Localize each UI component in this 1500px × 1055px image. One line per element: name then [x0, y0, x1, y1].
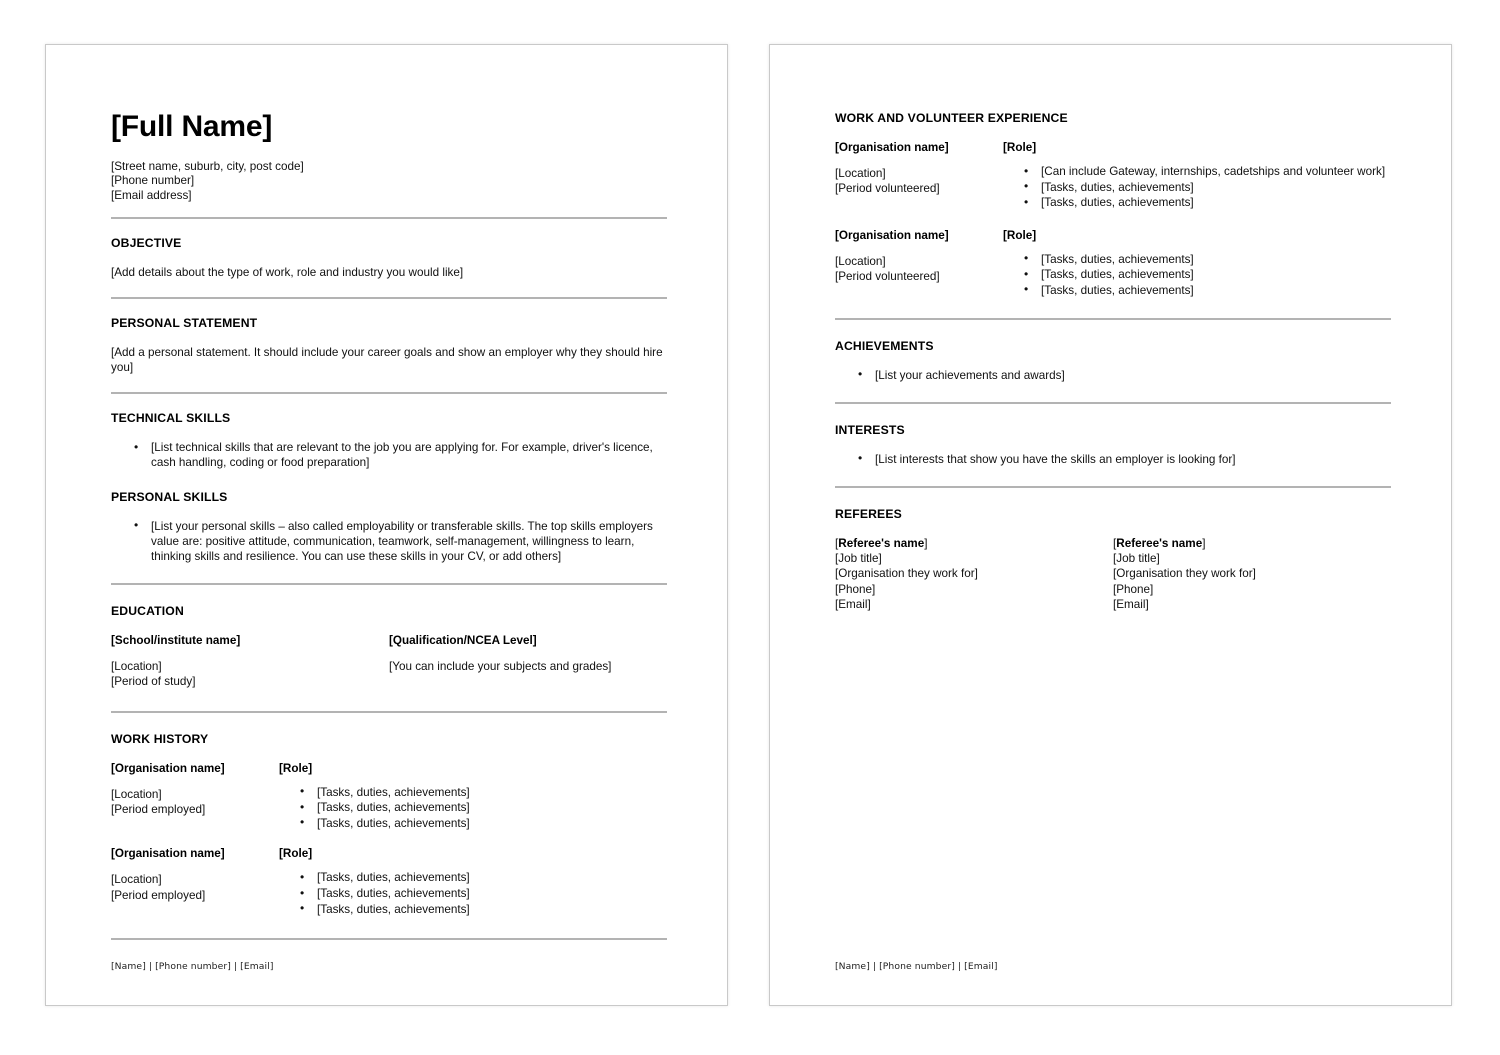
volunteer-entry-left-column	[835, 140, 1003, 196]
achievements-list	[835, 368, 1391, 383]
divider	[111, 938, 667, 940]
work-entry-left-column	[111, 846, 279, 902]
referee-name	[1113, 536, 1391, 551]
referee-name-bracket-open: [	[1113, 536, 1117, 550]
list-item: • [Tasks, duties, achievements]	[1041, 180, 1391, 196]
education-right-column	[389, 633, 667, 674]
section-heading-achievements: ACHIEVEMENTS	[835, 338, 934, 353]
volunteer-role: [Role]	[1003, 141, 1037, 154]
volunteer-location: [Location]	[835, 167, 886, 180]
referee-job-title: [Job title]	[835, 552, 882, 566]
work-location: [Location]	[111, 787, 162, 801]
page-footer: [Name] | [Phone number] | [Email]	[835, 961, 998, 972]
list-item: • [Tasks, duties, achievements]	[317, 785, 667, 801]
volunteer-location: [Location]	[835, 254, 886, 268]
list-item: • [Can include Gateway, internships, cadetships and volunteer work]	[1041, 164, 1391, 180]
personal-statement-text: [Add a personal statement. It should include your career goals and show an employer why they should hire you]	[111, 345, 663, 375]
volunteer-period: [Period volunteered]	[835, 269, 940, 283]
work-entry-right-column	[279, 846, 667, 917]
contact-address: [Street name, suburb, city, post code]	[111, 159, 304, 173]
section-heading-personal-skills: PERSONAL SKILLS	[111, 489, 228, 504]
objective-text: [Add details about the type of work, role and industry you would like]	[111, 265, 464, 279]
list-item: • [List your personal skills – also called employability or transferable skills. The top skills employers value are: positive attitude, communication, teamwork, self-management, willingness to learn, thinking skills and resilience. You can use these skills in your CV, or add others]	[151, 519, 667, 565]
list-item: • [Tasks, duties, achievements]	[317, 902, 667, 918]
referee-entry	[835, 536, 1113, 612]
list-item: • [Tasks, duties, achievements]	[317, 870, 667, 886]
section-heading-technical-skills: TECHNICAL SKILLS	[111, 411, 231, 426]
work-period: [Period employed]	[111, 802, 206, 816]
section-heading-work-history: WORK HISTORY	[111, 731, 209, 746]
cv-page-1	[45, 44, 728, 1006]
section-heading-objective: OBJECTIVE	[111, 235, 182, 250]
work-period: [Period employed]	[111, 888, 206, 902]
volunteer-entry	[835, 140, 1391, 211]
list-item: • [Tasks, duties, achievements]	[317, 816, 667, 832]
volunteer-tasks-list	[1003, 164, 1391, 211]
education-detail: [You can include your subjects and grades]	[389, 660, 612, 674]
work-role: [Role]	[279, 847, 313, 861]
work-history-entry	[111, 846, 667, 917]
technical-skills-list	[111, 440, 667, 470]
volunteer-organisation: [Organisation name]	[835, 141, 949, 154]
volunteer-period: [Period volunteered]	[835, 182, 940, 196]
referee-entry	[1113, 536, 1391, 612]
list-item: • [Tasks, duties, achievements]	[1041, 283, 1391, 299]
page-2-content	[835, 111, 1391, 1006]
volunteer-role: [Role]	[1003, 228, 1037, 242]
referee-phone: [Phone]	[1113, 582, 1154, 596]
education-school: [School/institute name]	[111, 634, 241, 648]
cv-page-2	[769, 44, 1452, 1006]
work-tasks-list	[279, 870, 667, 917]
list-item: • [List your achievements and awards]	[875, 368, 1391, 383]
interests-list	[835, 452, 1391, 467]
list-item: • [List interests that show you have the skills an employer is looking for]	[875, 452, 1391, 467]
contact-email: [Email address]	[111, 188, 192, 202]
section-heading-personal-statement: PERSONAL STATEMENT	[111, 315, 258, 330]
referee-email: [Email]	[1113, 597, 1149, 611]
referee-organisation: [Organisation they work for]	[835, 567, 978, 581]
section-heading-referees: REFEREES	[835, 506, 902, 521]
education-left-column	[111, 633, 389, 689]
volunteer-organisation: [Organisation name]	[835, 228, 949, 242]
list-item: • [List technical skills that are relevant to the job you are applying for. For example, driver's licence, cash handling, coding or food preparation]	[151, 440, 667, 470]
list-item: • [Tasks, duties, achievements]	[317, 800, 667, 816]
page-title: [Full Name]	[111, 110, 273, 143]
volunteer-entry-right-column	[1003, 228, 1391, 299]
list-item: • [Tasks, duties, achievements]	[1041, 195, 1391, 211]
referee-phone: [Phone]	[835, 582, 876, 596]
education-qualification: [Qualification/NCEA Level]	[389, 634, 537, 648]
work-location: [Location]	[111, 873, 162, 887]
work-entry-left-column	[111, 761, 279, 817]
referee-organisation: [Organisation they work for]	[1113, 567, 1256, 581]
referee-email: [Email]	[835, 597, 871, 611]
work-tasks-list	[279, 785, 667, 832]
list-item: • [Tasks, duties, achievements]	[317, 886, 667, 902]
referee-name-bracket-close: ]	[1202, 536, 1206, 550]
volunteer-entry-right-column	[1003, 140, 1391, 211]
list-item: • [Tasks, duties, achievements]	[1041, 252, 1391, 268]
section-heading-interests: INTERESTS	[835, 422, 905, 437]
work-organisation: [Organisation name]	[111, 847, 225, 861]
volunteer-entry	[835, 228, 1391, 299]
list-item: • [Tasks, duties, achievements]	[1041, 267, 1391, 283]
referee-job-title: [Job title]	[1113, 552, 1160, 566]
contact-phone: [Phone number]	[111, 174, 195, 188]
work-role: [Role]	[279, 761, 313, 775]
work-history-entry	[111, 761, 667, 832]
referee-name-bracket-open: [	[835, 536, 839, 550]
referee-name-text: Referee's name	[1116, 536, 1203, 550]
work-entry-right-column	[279, 761, 667, 832]
work-organisation: [Organisation name]	[111, 761, 225, 775]
section-heading-work-volunteer: WORK AND VOLUNTEER EXPERIENCE	[835, 111, 1068, 125]
referee-name	[835, 536, 1113, 551]
referee-name-bracket-close: ]	[924, 536, 928, 550]
education-location: [Location]	[111, 660, 162, 674]
education-period: [Period of study]	[111, 675, 196, 689]
volunteer-entry-left-column	[835, 228, 1003, 284]
page-footer: [Name] | [Phone number] | [Email]	[111, 961, 274, 972]
page-1-content	[111, 111, 667, 1006]
referee-name-text: Referee's name	[838, 536, 925, 550]
referees-columns	[835, 536, 1391, 612]
volunteer-tasks-list	[1003, 252, 1391, 299]
education-entry	[111, 633, 667, 689]
section-heading-education: EDUCATION	[111, 604, 184, 619]
personal-skills-list	[111, 519, 667, 565]
